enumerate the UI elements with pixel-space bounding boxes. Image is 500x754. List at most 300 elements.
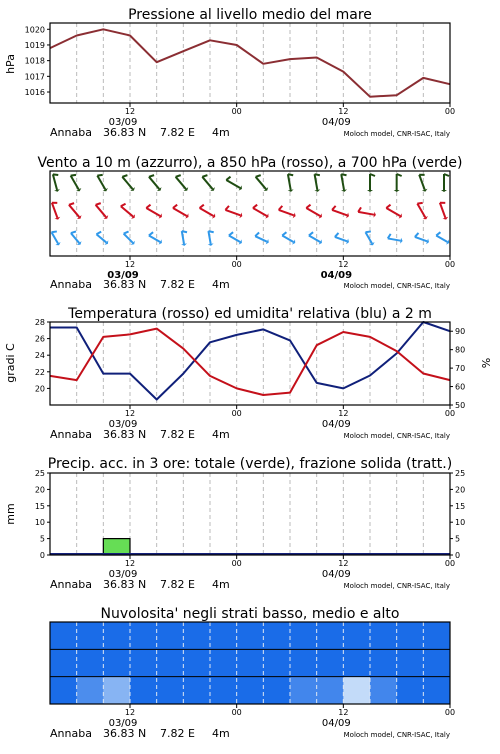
- cloud-cell: [370, 622, 397, 649]
- wind-barb-850: [96, 203, 109, 219]
- rh-line: [50, 322, 450, 400]
- wind-barb-feather: [335, 233, 339, 237]
- y-tick-label-right: 20: [455, 485, 465, 494]
- x-tick-label: 00: [445, 107, 455, 116]
- x-date-label: 03/09: [107, 270, 139, 281]
- wind-barb-feather: [202, 175, 207, 177]
- pressure-title: Pressione al livello medio del mare: [128, 7, 372, 23]
- wind-barb-850: [173, 205, 189, 219]
- wind-barb-700: [149, 175, 162, 191]
- footer-elev: 4m: [212, 428, 230, 441]
- footer-credit: Moloch model, CNR-ISAC, Italy: [344, 731, 450, 739]
- wind-barb-shaft: [332, 210, 347, 215]
- wind-barb-10m: [415, 233, 429, 244]
- y-tick-label: 24: [35, 351, 45, 360]
- wind-barb-feather: [146, 205, 150, 208]
- wind-barb-shaft: [282, 236, 293, 243]
- cloud-cell: [210, 622, 237, 649]
- cloud-cell: [77, 677, 104, 704]
- wind-marks: [52, 174, 450, 246]
- wind-barb-shaft: [306, 208, 320, 216]
- wind-barb-feather: [282, 232, 286, 235]
- x-tick-label: 12: [125, 409, 135, 418]
- wind-barb-shaft: [256, 177, 266, 189]
- wind-barb-10m: [282, 232, 295, 244]
- x-date-label: 04/09: [322, 718, 351, 729]
- cloud-cell: [237, 622, 264, 649]
- footer-elev: 4m: [212, 278, 230, 291]
- y-tick-label-right: 70: [455, 364, 465, 373]
- footer-lon: 7.82 E: [160, 278, 195, 291]
- wind-barb-700: [226, 177, 242, 191]
- footer-lon: 7.82 E: [160, 428, 195, 441]
- footer-lat: 36.83 N: [103, 727, 146, 740]
- wind-barb-850: [306, 205, 322, 219]
- wind-barb-850: [253, 205, 269, 219]
- pressure-xticks: [109, 103, 456, 128]
- wind-frame: [50, 171, 450, 256]
- cloud-cell: [290, 677, 317, 704]
- x-tick-label: 12: [338, 107, 348, 116]
- cloud-cell: [397, 649, 424, 676]
- temp-xticks: [109, 405, 456, 430]
- cloud-cell: [183, 622, 210, 649]
- y-tick-label-right: 15: [455, 502, 465, 511]
- cloud-cell: [370, 649, 397, 676]
- wind-barb-feather: [124, 232, 129, 234]
- wind-barb-feather: [71, 231, 76, 233]
- precip-bar: [103, 539, 130, 555]
- wind-barb-850: [200, 205, 216, 219]
- pressure-yticks: [25, 25, 50, 97]
- wind-barb-shaft: [182, 231, 184, 244]
- footer-lon: 7.82 E: [160, 126, 195, 139]
- wind-barb-shaft: [71, 233, 79, 243]
- wind-barb-850: [69, 203, 82, 219]
- cloud-cell: [183, 649, 210, 676]
- wind-barb-feather: [96, 232, 101, 235]
- y-tick-label: 1016: [25, 88, 45, 97]
- footer-location: Annaba: [50, 727, 92, 740]
- wind-barb-shaft: [436, 236, 447, 243]
- wind-barb-700: [314, 174, 320, 192]
- wind-barb-shaft: [173, 208, 187, 216]
- wind-barb-10m: [436, 232, 449, 244]
- cloud-cell: [130, 622, 157, 649]
- temp-line: [50, 329, 450, 395]
- cloud-cell: [423, 677, 450, 704]
- x-tick-label: 00: [232, 708, 242, 717]
- wind-barb-shaft: [279, 210, 294, 215]
- wind-barb-700: [97, 175, 108, 191]
- wind-barb-700: [53, 174, 60, 191]
- wind-barb-shaft: [149, 177, 159, 189]
- wind-panel: [37, 155, 462, 291]
- cloud-cell: [343, 649, 370, 676]
- wind-barb-shaft: [253, 208, 267, 216]
- precip-title: Precip. acc. in 3 ore: totale (verde), frazione solida (tratt.): [48, 456, 452, 472]
- y-tick-label-right: 10: [455, 518, 465, 527]
- pressure-line: [50, 29, 450, 96]
- wind-barb-feather: [225, 206, 229, 210]
- cloud-cell: [77, 622, 104, 649]
- wind-barb-10m: [124, 232, 135, 245]
- cloud-cell: [397, 622, 424, 649]
- wind-barb-shaft: [415, 237, 427, 241]
- footer-credit: Moloch model, CNR-ISAC, Italy: [344, 432, 450, 440]
- x-date-label: 03/09: [109, 569, 138, 580]
- wind-barb-shaft: [358, 212, 374, 215]
- x-tick-label: 00: [445, 708, 455, 717]
- wind-barb-feather: [417, 203, 422, 204]
- temp-marks: [50, 322, 450, 400]
- wind-barb-shaft: [225, 210, 240, 215]
- cloud-cell: [290, 649, 317, 676]
- wind-barb-10m: [335, 233, 349, 244]
- footer-lat: 36.83 N: [103, 578, 146, 591]
- wind-barb-feather: [96, 203, 101, 205]
- wind-barb-700: [394, 174, 402, 192]
- x-tick-label: 12: [338, 708, 348, 717]
- wind-barb-feather: [229, 232, 233, 235]
- wind-footer: [50, 278, 450, 291]
- cloud-cell: [423, 649, 450, 676]
- precip-marks: [50, 539, 450, 555]
- wind-barb-700: [441, 174, 449, 192]
- wind-barb-shaft: [386, 208, 400, 216]
- wind-barb-shaft: [202, 177, 212, 189]
- wind-barb-feather: [53, 174, 58, 175]
- wind-barb-shaft: [288, 174, 291, 190]
- wind-barb-feather: [415, 233, 419, 237]
- wind-barb-shaft: [255, 236, 267, 241]
- wind-barb-shaft: [419, 175, 424, 190]
- x-tick-label: 12: [125, 107, 135, 116]
- wind-barb-shaft: [315, 174, 318, 190]
- wind-barb-shaft: [121, 206, 133, 216]
- wind-barb-10m: [255, 233, 269, 245]
- footer-location: Annaba: [50, 126, 92, 139]
- wind-barb-feather: [388, 234, 391, 239]
- wind-barb-shaft: [146, 208, 160, 216]
- y-tick-label: 15: [35, 502, 45, 511]
- y-tick-label: 20: [35, 384, 45, 393]
- cloud-cell: [317, 677, 344, 704]
- pressure-marks: [50, 29, 450, 96]
- x-tick-label: 12: [125, 708, 135, 717]
- x-tick-label: 12: [125, 260, 135, 269]
- wind-barb-shaft: [96, 205, 106, 217]
- wind-barb-feather: [122, 175, 127, 177]
- x-tick-label: 12: [338, 260, 348, 269]
- x-tick-label: 00: [232, 260, 242, 269]
- wind-barb-700: [367, 174, 375, 192]
- wind-barb-shaft: [388, 238, 401, 240]
- pressure-ylabel: hPa: [4, 54, 17, 74]
- wind-barb-shaft: [229, 236, 240, 243]
- wind-barb-850: [121, 204, 135, 219]
- y-tick-label-right: 50: [455, 401, 465, 410]
- precip-yticks-right: [450, 469, 465, 560]
- wind-barb-10m: [309, 232, 322, 244]
- cloud-footer: [50, 727, 450, 740]
- cloud-cell: [317, 622, 344, 649]
- x-date-label: 04/09: [322, 117, 351, 128]
- wind-barb-shaft: [335, 237, 347, 241]
- cloud-cell: [317, 649, 344, 676]
- cloud-cell: [130, 649, 157, 676]
- footer-credit: Moloch model, CNR-ISAC, Italy: [344, 130, 450, 138]
- y-tick-label: 1020: [25, 25, 45, 34]
- precip-ylabel: mm: [4, 503, 17, 524]
- x-tick-label: 00: [445, 260, 455, 269]
- wind-barb-feather: [358, 207, 361, 212]
- cloud-cell: [157, 677, 184, 704]
- wind-barb-shaft: [149, 236, 160, 243]
- wind-barb-shaft: [309, 236, 320, 243]
- wind-barb-shaft: [53, 174, 57, 189]
- wind-barb-feather: [173, 205, 177, 208]
- cloud-xticks: [109, 704, 456, 729]
- wind-barb-feather: [176, 175, 181, 177]
- wind-barb-feather: [341, 174, 346, 175]
- wind-barb-10m: [208, 231, 214, 246]
- cloud-cell: [263, 622, 290, 649]
- cloud-cell: [263, 649, 290, 676]
- x-tick-label: 12: [338, 409, 348, 418]
- precip-yticks: [35, 469, 50, 560]
- cloud-cell: [343, 677, 370, 704]
- wind-barb-feather: [52, 231, 57, 232]
- wind-barb-shaft: [52, 232, 59, 243]
- wind-barb-850: [279, 206, 296, 218]
- wind-barb-10m: [388, 234, 403, 244]
- wind-barb-feather: [436, 232, 440, 235]
- wind-barb-700: [419, 175, 427, 192]
- wind-barb-850: [225, 206, 242, 218]
- footer-lat: 36.83 N: [103, 278, 146, 291]
- wind-barb-feather: [253, 205, 257, 208]
- temp-panel: [4, 306, 493, 441]
- cloud-cell: [77, 649, 104, 676]
- x-date-label: 04/09: [322, 569, 351, 580]
- wind-barb-shaft: [417, 204, 425, 218]
- x-date-label: 03/09: [109, 117, 138, 128]
- wind-barb-feather: [182, 231, 187, 232]
- wind-barb-feather: [149, 175, 154, 177]
- cloud-cell: [397, 677, 424, 704]
- wind-barb-feather: [226, 177, 230, 180]
- cloud-title: Nuvolosita' negli strati basso, medio e alto: [101, 606, 400, 622]
- footer-elev: 4m: [212, 126, 230, 139]
- x-tick-label: 00: [445, 559, 455, 568]
- x-date-label: 04/09: [321, 270, 353, 281]
- footer-location: Annaba: [50, 578, 92, 591]
- y-tick-label-right: 0: [455, 551, 460, 560]
- footer-lon: 7.82 E: [160, 727, 195, 740]
- x-date-label: 03/09: [109, 419, 138, 430]
- footer-location: Annaba: [50, 428, 92, 441]
- wind-barb-850: [332, 206, 349, 218]
- wind-barb-shaft: [71, 176, 79, 190]
- cloud-cell: [343, 622, 370, 649]
- y-tick-label-right: 90: [455, 327, 465, 336]
- footer-location: Annaba: [50, 278, 92, 291]
- wind-barb-feather: [97, 175, 102, 176]
- wind-barb-shaft: [122, 177, 132, 189]
- precip-footer: [50, 578, 450, 591]
- wind-barb-feather: [309, 232, 313, 235]
- y-tick-label: 1018: [25, 57, 45, 66]
- wind-barb-feather: [255, 233, 259, 237]
- footer-elev: 4m: [212, 578, 230, 591]
- footer-elev: 4m: [212, 727, 230, 740]
- precip-panel: [4, 456, 465, 591]
- pressure-frame: [50, 23, 450, 103]
- wind-barb-shaft: [96, 234, 106, 242]
- y-tick-label: 5: [40, 535, 45, 544]
- wind-barb-head: [441, 190, 447, 192]
- wind-barb-shaft: [124, 234, 133, 243]
- wind-barb-10m: [96, 232, 108, 245]
- wind-barb-850: [440, 203, 448, 220]
- wind-barb-10m: [149, 232, 162, 244]
- cloud-cell: [263, 677, 290, 704]
- cloud-cell: [50, 677, 77, 704]
- y-tick-label: 28: [35, 318, 45, 327]
- wind-barb-700: [288, 174, 294, 192]
- x-tick-label: 00: [445, 409, 455, 418]
- cloud-cell: [103, 677, 130, 704]
- cloud-cell: [370, 677, 397, 704]
- wind-barb-10m: [181, 231, 187, 246]
- wind-barb-shaft: [208, 231, 210, 244]
- cloud-cell: [183, 677, 210, 704]
- cloud-marks: [50, 622, 450, 704]
- wind-barb-shaft: [341, 174, 344, 190]
- wind-barb-feather: [149, 232, 153, 235]
- y-tick-label: 25: [35, 469, 45, 478]
- y-tick-label-right: 5: [455, 535, 460, 544]
- x-tick-label: 00: [232, 559, 242, 568]
- cloud-cell: [103, 622, 130, 649]
- wind-barb-850: [146, 205, 162, 219]
- wind-barb-shaft: [69, 205, 79, 217]
- wind-barb-700: [176, 175, 189, 191]
- cloud-cell: [210, 649, 237, 676]
- wind-barb-10m: [52, 231, 61, 245]
- x-tick-label: 12: [338, 559, 348, 568]
- wind-barb-700: [341, 174, 347, 192]
- y-tick-label-right: 25: [455, 469, 465, 478]
- footer-credit: Moloch model, CNR-ISAC, Italy: [344, 282, 450, 290]
- wind-barb-700: [202, 175, 215, 191]
- wind-barb-feather: [306, 205, 310, 208]
- temp-yticks: [35, 318, 50, 393]
- wind-barb-head: [367, 190, 373, 192]
- wind-barb-feather: [332, 206, 336, 210]
- wind-barb-850: [386, 205, 402, 219]
- cloud-cell: [50, 649, 77, 676]
- cloud-panel: [50, 606, 455, 740]
- wind-barb-feather: [386, 205, 390, 208]
- wind-title: Vento a 10 m (azzurro), a 850 hPa (rosso), a 700 hPa (verde): [37, 155, 462, 171]
- footer-lat: 36.83 N: [103, 126, 146, 139]
- x-tick-label: 00: [232, 107, 242, 116]
- wind-barb-feather: [69, 203, 74, 205]
- y-tick-label: 0: [40, 551, 45, 560]
- x-tick-label: 12: [125, 559, 135, 568]
- wind-barb-feather: [121, 204, 126, 207]
- footer-lat: 36.83 N: [103, 428, 146, 441]
- y-tick-label: 20: [35, 485, 45, 494]
- footer-lon: 7.82 E: [160, 578, 195, 591]
- wind-barb-shaft: [440, 203, 445, 218]
- pressure-footer: [50, 126, 450, 139]
- y-tick-label: 22: [35, 368, 45, 377]
- cloud-cell: [157, 649, 184, 676]
- rh-yticks: [450, 327, 465, 410]
- wind-barb-feather: [256, 175, 261, 177]
- wind-barb-shaft: [226, 180, 240, 188]
- y-tick-label: 1019: [25, 41, 45, 50]
- cloud-cell: [237, 649, 264, 676]
- y-tick-label: 1017: [25, 72, 45, 81]
- y-tick-label-right: 80: [455, 346, 465, 355]
- footer-credit: Moloch model, CNR-ISAC, Italy: [344, 582, 450, 590]
- wind-barb-feather: [288, 174, 293, 175]
- wind-barb-700: [71, 175, 82, 191]
- pressure-panel: [4, 7, 455, 139]
- wind-barb-700: [256, 175, 269, 191]
- wind-barb-850: [417, 203, 428, 219]
- wind-barb-feather: [200, 205, 204, 208]
- cloud-cell: [210, 677, 237, 704]
- cloud-cell: [237, 677, 264, 704]
- y-tick-label-right: 60: [455, 383, 465, 392]
- wind-barb-feather: [71, 175, 76, 176]
- wind-barb-shaft: [97, 176, 105, 190]
- wind-barb-shaft: [52, 203, 57, 218]
- cloud-cell: [290, 622, 317, 649]
- y-tick-label: 10: [35, 518, 45, 527]
- wind-barb-feather: [279, 206, 283, 210]
- temp-ylabel: gradi C: [4, 343, 17, 383]
- wind-barb-feather: [315, 174, 320, 175]
- wind-barb-850: [358, 207, 376, 217]
- wind-barb-feather: [366, 231, 371, 232]
- wind-barb-shaft: [176, 177, 186, 189]
- rh-ylabel: %: [480, 358, 493, 368]
- wind-barb-feather: [208, 231, 213, 232]
- y-tick-label: 26: [35, 335, 45, 344]
- cloud-cell: [130, 677, 157, 704]
- temp-title: Temperatura (rosso) ed umidita' relativa (blu) a 2 m: [67, 306, 432, 322]
- x-date-label: 04/09: [322, 419, 351, 430]
- wind-barb-shaft: [366, 232, 373, 243]
- cloud-cell: [103, 649, 130, 676]
- wind-barb-700: [122, 175, 135, 191]
- x-tick-label: 00: [232, 409, 242, 418]
- cloud-cell: [157, 622, 184, 649]
- temp-footer: [50, 428, 450, 441]
- cloud-cell: [423, 622, 450, 649]
- precip-xticks: [109, 555, 456, 580]
- cloud-cell: [50, 622, 77, 649]
- wind-barb-shaft: [200, 208, 214, 216]
- wind-barb-10m: [229, 232, 242, 244]
- wind-barb-850: [52, 203, 60, 220]
